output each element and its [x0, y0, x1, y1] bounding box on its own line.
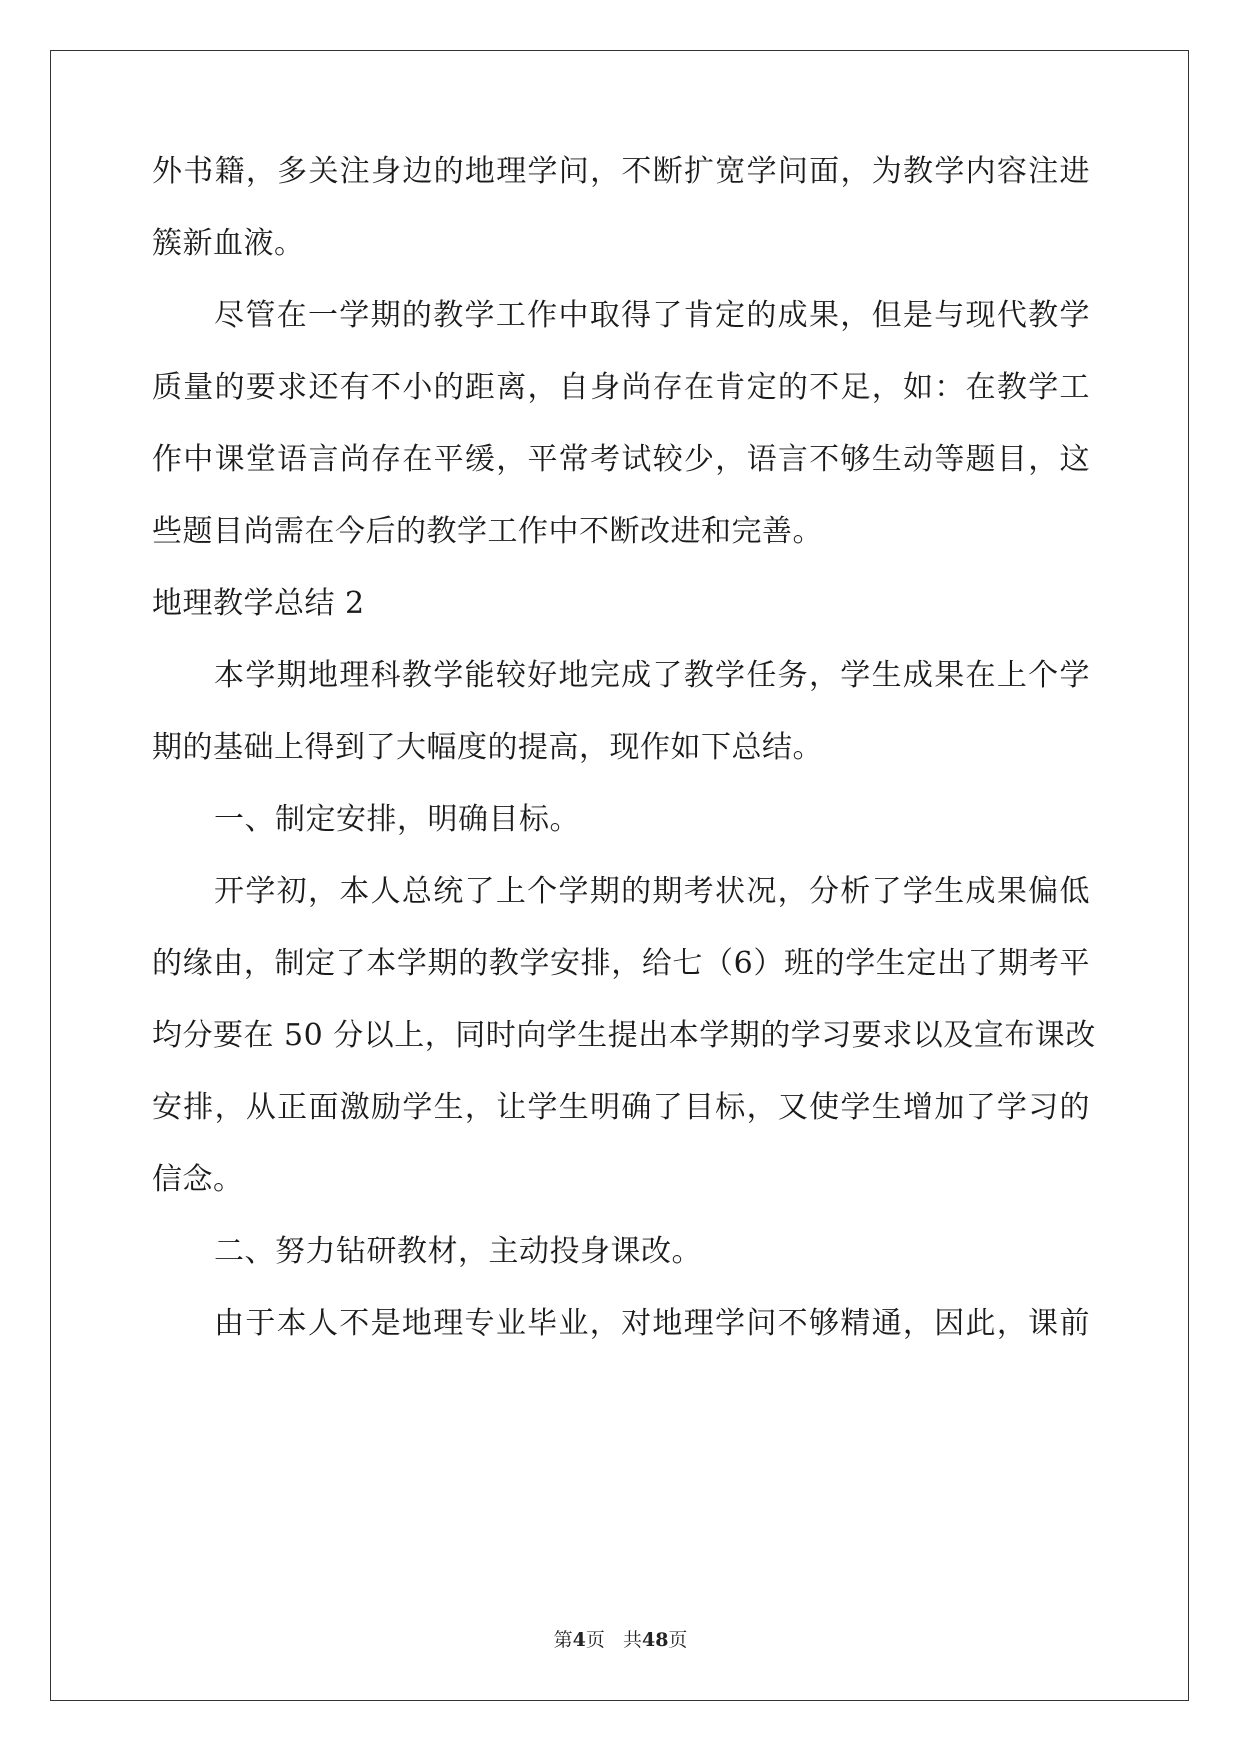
text-line: 本学期地理科教学能较好地完成了教学任务，学生成果在上个学	[214, 658, 1090, 693]
page-number: 4	[572, 1629, 586, 1651]
text-line: 外书籍，多关注身边的地理学问，不断扩宽学问面，为教学内容注进	[152, 154, 1090, 189]
text-line: 些题目尚需在今后的教学工作中不断改进和完善。	[152, 514, 823, 549]
total-pages: 48	[641, 1629, 669, 1651]
subheading: 二、努力钻研教材，主动投身课改。	[214, 1234, 702, 1269]
text-line: 作中课堂语言尚存在平缓，平常考试较少，语言不够生动等题目，这	[152, 442, 1090, 477]
page-prefix: 第	[553, 1629, 573, 1651]
page-suffix: 页	[585, 1629, 605, 1651]
text-line: 开学初，本人总统了上个学期的期考状况，分析了学生成果偏低	[214, 874, 1090, 909]
text-line: 均分要在 50 分以上，同时向学生提出本学期的学习要求以及宣布课改	[152, 1018, 1096, 1053]
text-line: 由于本人不是地理专业毕业，对地理学问不够精通，因此，课前	[214, 1306, 1090, 1341]
text-line: 信念。	[152, 1162, 244, 1197]
text-line: 尽管在一学期的教学工作中取得了肯定的成果，但是与现代教学	[214, 298, 1090, 333]
total-prefix: 共	[622, 1629, 642, 1651]
text-line: 期的基础上得到了大幅度的提高，现作如下总结。	[152, 730, 823, 765]
text-line: 质量的要求还有不小的距离，自身尚存在肯定的不足，如：在教学工	[152, 370, 1090, 405]
text-line: 安排，从正面激励学生，让学生明确了目标，又使学生增加了学习的	[152, 1090, 1090, 1125]
text-line: 的缘由，制定了本学期的教学安排，给七（6）班的学生定出了期考平	[152, 946, 1090, 981]
text-line: 簇新血液。	[152, 226, 305, 261]
section-heading: 地理教学总结 2	[152, 586, 365, 621]
total-suffix: 页	[668, 1629, 688, 1651]
page-footer	[0, 1628, 1241, 1652]
subheading: 一、制定安排，明确目标。	[214, 802, 580, 837]
